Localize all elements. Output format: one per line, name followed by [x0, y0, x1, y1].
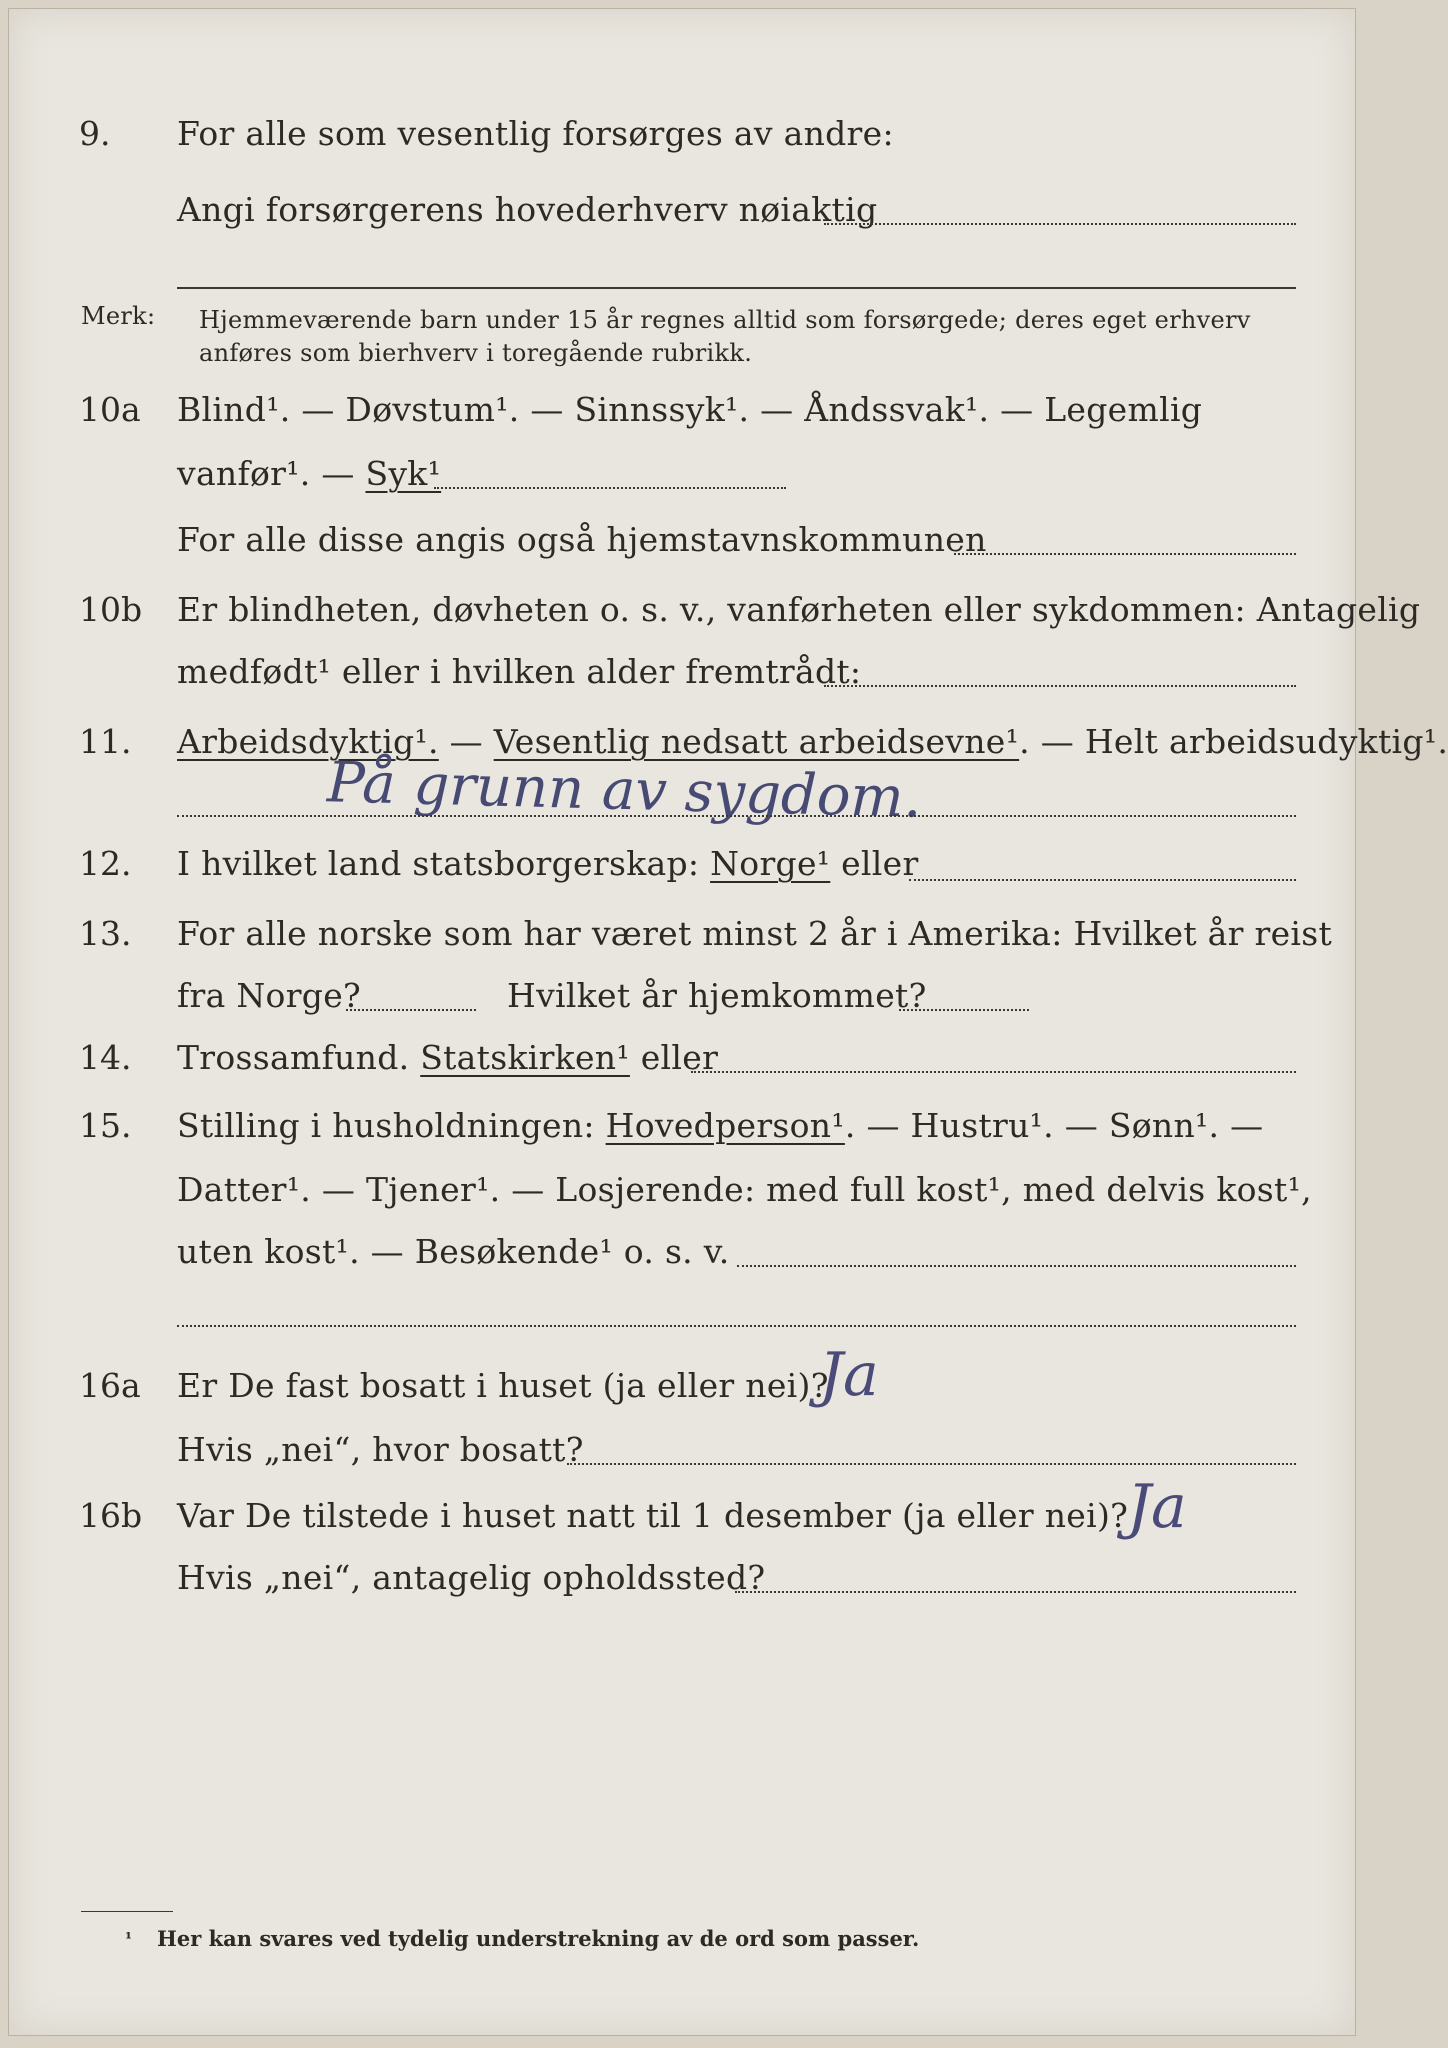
q13-line2b: Hvilket år hjemkommet?	[507, 976, 927, 1015]
q11-line1: Arbeidsdyktig¹. — Vesentlig nedsatt arbeidsevne¹. — Helt arbeidsudyktig¹.	[177, 722, 1448, 761]
q10b-line1: Er blindheten, døvheten o. s. v., vanførheten eller sykdommen: Antagelig	[177, 590, 1421, 629]
q11-arbeidsdyktig: Arbeidsdyktig¹.	[177, 722, 439, 761]
q14-statskirken-underlined: Statskirken¹	[420, 1038, 630, 1077]
q13-reist-line	[346, 1009, 476, 1011]
q9-answer-line	[824, 223, 1296, 225]
q12-answer-line	[909, 879, 1296, 881]
q13-number: 13.	[79, 914, 132, 953]
q15-extra-line	[177, 1325, 1296, 1327]
q11-handwritten-answer: På grunn av sygdom.	[326, 750, 923, 831]
q12-number: 12.	[79, 844, 132, 883]
q16b-line1: Var De tilstede i huset natt til 1 desember (ja eller nei)?	[177, 1496, 1129, 1535]
q10a-number: 10a	[79, 390, 141, 429]
q16a-line1: Er De fast bosatt i huset (ja eller nei)?	[177, 1366, 829, 1405]
q13-line2a: fra Norge?	[177, 976, 362, 1015]
q10a-line3: For alle disse angis også hjemstavnskommunen	[177, 520, 987, 559]
q12-line: I hvilket land statsborgerskap: Norge¹ eller	[177, 844, 919, 883]
q13-hjemkommet-line	[899, 1009, 1029, 1011]
q10a-syk-underlined: Syk¹	[365, 454, 442, 493]
q16b-handwritten-answer: Ja	[1127, 1472, 1187, 1542]
q14-line: Trossamfund. Statskirken¹ eller	[177, 1038, 719, 1077]
q15-number: 15.	[79, 1106, 132, 1145]
q12-norge-underlined: Norge¹	[710, 844, 831, 883]
q9-line2: Angi forsørgerens hovederhverv nøiaktig	[177, 190, 878, 229]
q15-line3: uten kost¹. — Besøkende¹ o. s. v.	[177, 1232, 730, 1271]
q14-number: 14.	[79, 1038, 132, 1077]
merk-line2: anføres som bierhverv i toregående rubrikk.	[199, 339, 753, 367]
q16a-number: 16a	[79, 1366, 141, 1405]
q10a-hjemstavn-line	[954, 553, 1296, 555]
q16a-line2: Hvis „nei“, hvor bosatt?	[177, 1430, 584, 1469]
q15-line2: Datter¹. — Tjener¹. — Losjerende: med full kost¹, med delvis kost¹,	[177, 1170, 1312, 1209]
q13-line1: For alle norske som har været minst 2 år i Amerika: Hvilket år reist	[177, 914, 1333, 953]
q10a-line1: Blind¹. — Døvstum¹. — Sinnssyk¹. — Åndssvak¹. — Legemlig	[177, 390, 1203, 429]
q15-answer-line	[737, 1265, 1296, 1267]
q15-hovedperson-underlined: Hovedperson¹	[605, 1106, 845, 1145]
q16a-answer-line	[567, 1463, 1296, 1465]
footnote-mark: ¹	[125, 1929, 133, 1948]
q16a-handwritten-answer: Ja	[819, 1340, 879, 1410]
footnote-text: Her kan svares ved tydelig understrekning av de ord som passer.	[157, 1926, 920, 1951]
q14-answer-line	[691, 1071, 1296, 1073]
q11-answer-line	[177, 815, 1296, 817]
q9-separator	[177, 287, 1296, 289]
q9-line1: For alle som vesentlig forsørges av andre:	[177, 114, 894, 153]
q15-line1: Stilling i husholdningen: Hovedperson¹. — Hustru¹. — Sønn¹. —	[177, 1106, 1264, 1145]
merk-line1: Hjemmeværende barn under 15 år regnes alltid som forsørgede; deres eget erhverv	[199, 306, 1251, 334]
q16b-line2: Hvis „nei“, antagelig opholdssted?	[177, 1558, 766, 1597]
q9-number: 9.	[79, 114, 111, 153]
q10a-line2: vanfør¹. — Syk¹	[177, 454, 442, 493]
q11-vesentlig-nedsatt: Vesentlig nedsatt arbeidsevne¹	[493, 722, 1020, 761]
q16b-answer-line	[735, 1591, 1296, 1593]
census-form-page	[8, 8, 1448, 2036]
q10a-syk-line	[434, 487, 786, 489]
q16b-number: 16b	[79, 1496, 143, 1535]
q10b-line2: medfødt¹ eller i hvilken alder fremtrådt:	[177, 652, 862, 691]
q10b-answer-line	[824, 685, 1296, 687]
merk-label: Merk:	[81, 302, 156, 330]
q11-number: 11.	[79, 722, 132, 761]
q10b-number: 10b	[79, 590, 143, 629]
footnote-rule	[81, 1911, 173, 1912]
